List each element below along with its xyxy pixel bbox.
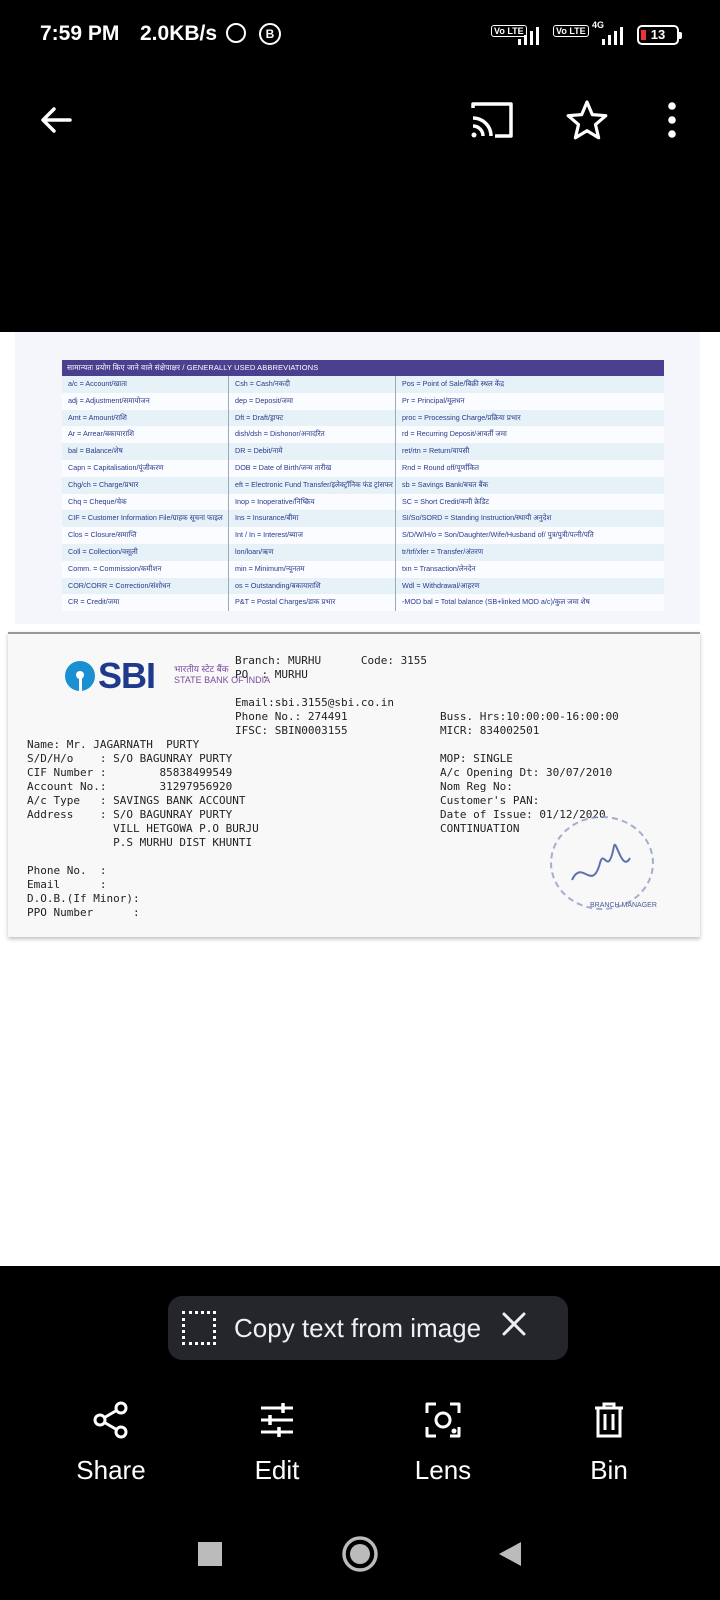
abbreviation-row	[62, 494, 664, 511]
abbreviation-cell: SC = Short Credit/कमी क्रेडिट	[402, 496, 490, 506]
abbreviation-cell: Ins = Insurance/बीमा	[229, 510, 396, 527]
abbreviation-cell: Dft = Draft/ड्राफ्ट	[229, 410, 396, 427]
abbreviation-cell: Wdl = Withdrawal/आहरण	[402, 580, 480, 590]
favorite-button[interactable]	[562, 96, 612, 144]
home-button[interactable]	[336, 1530, 384, 1578]
lens-button[interactable]	[373, 1400, 513, 1486]
abbreviation-cell: Comm. = Commission/कमीशन	[62, 561, 229, 578]
triangle-back-icon	[497, 1540, 523, 1568]
abbreviation-cell: sb = Savings Bank/बचत बैंक	[402, 479, 489, 489]
more-vert-icon	[666, 102, 678, 138]
passbook-page	[8, 632, 700, 937]
copy-text-chip[interactable]	[168, 1296, 568, 1360]
ifsc-line: IFSC: SBIN0003155	[235, 724, 348, 737]
abbreviation-row	[62, 510, 664, 527]
abbreviation-cell: Chg/ch = Charge/प्रभार	[62, 477, 229, 494]
bin-button[interactable]	[539, 1400, 679, 1486]
share-label: Share	[76, 1455, 146, 1485]
abbreviation-cell: Clos = Closure/समाप्ति	[62, 527, 229, 544]
abbreviation-cell: os = Outstanding/बकायाराशि	[229, 578, 396, 595]
abbreviation-row	[62, 410, 664, 427]
abbreviation-cell: rd = Recurring Deposit/आवर्ती जमा	[402, 429, 507, 439]
branch-manager-label: BRANCH MANAGER	[590, 902, 657, 909]
abbreviation-cell: Pr = Principal/मूलधन	[402, 395, 465, 405]
micr-line: MICR: 834002501	[440, 724, 540, 737]
alarm-icon	[226, 23, 246, 43]
branch-seal-stamp	[550, 816, 654, 910]
abbreviation-cell: Capn = Capitalisation/पूंजीकरण	[62, 460, 229, 477]
abbreviation-row	[62, 594, 664, 611]
cast-icon	[469, 100, 515, 140]
back-button[interactable]	[32, 96, 80, 144]
share-button[interactable]	[41, 1400, 181, 1486]
lens-label: Lens	[414, 1455, 472, 1485]
abbreviations-page	[15, 332, 700, 624]
abbreviation-cell: Amt = Amount/राशि	[62, 410, 229, 427]
status-bar	[0, 0, 720, 70]
abbreviation-cell: Inop = Inoperative/निष्क्रिय	[229, 494, 396, 511]
abbreviation-cell: ret/rtn = Return/वापसी	[402, 446, 470, 456]
share-icon	[91, 1400, 131, 1440]
abbreviation-cell: tr/trf/xfer = Transfer/अंतरण	[402, 546, 484, 556]
abbreviation-cell: -MOD bal = Total balance (SB+linked MOD a/c)/कुल जमा शेष	[402, 597, 590, 607]
abbreviation-cell: Coll = Collection/वसूली	[62, 544, 229, 561]
abbreviation-cell: DOB = Date of Birth/जन्म तारीख	[229, 460, 396, 477]
abbreviation-cell: eft = Electronic Fund Transfer/इलेक्ट्रॉनिक फंड ट्रांसफर	[229, 477, 396, 494]
abbreviation-row	[62, 460, 664, 477]
trash-icon	[589, 1400, 629, 1440]
abbreviation-cell: proc = Processing Charge/प्रक्रिया प्रभार	[402, 412, 521, 422]
home-circle-icon	[340, 1534, 380, 1574]
abbreviation-cell: CR = Credit/जमा	[62, 594, 229, 611]
abbreviation-row	[62, 544, 664, 561]
viewer-top-bar	[0, 80, 720, 160]
phone-line: Phone No.: 274491	[235, 710, 348, 723]
close-chip-button[interactable]	[501, 1311, 527, 1345]
po-line: PO : MURHU	[235, 668, 308, 681]
business-hours-line: Buss. Hrs:10:00:00-16:00:00	[440, 710, 619, 723]
abbreviation-cell: P&T = Postal Charges/डाक प्रभार	[229, 594, 396, 611]
system-nav-bar	[0, 1520, 720, 1600]
abbreviation-row	[62, 527, 664, 544]
arrow-left-icon	[38, 102, 74, 138]
sbi-english-name: STATE BANK OF INDIA	[174, 675, 271, 685]
volte-sim2-icon: Vo LTE	[553, 25, 589, 37]
abbreviation-cell: CIF = Customer Information File/ग्राहक सूचना फाइल	[62, 510, 229, 527]
abbreviation-cell: S/D/W/H/o = Son/Daughter/Wife/Husband of/ पुत्र/पुत्री/पत्नी/पति	[402, 530, 594, 540]
email-line: Email:sbi.3155@sbi.co.in	[235, 696, 394, 709]
volte-sim1-icon: Vo LTE	[491, 25, 527, 37]
abbreviation-cell: bal = Balance/शेष	[62, 443, 229, 460]
network-speed: 2.0KB/s	[140, 22, 218, 45]
account-details-block: MOP: SINGLE A/c Opening Dt: 30/07/2010 Nom Reg No: Customer's PAN: Date of Issue: 01/12/2020 CONTINUATION	[440, 752, 613, 835]
recents-button[interactable]	[186, 1530, 234, 1578]
abbreviation-cell: Ar = Arrear/बकायाराशि	[62, 426, 229, 443]
close-icon	[501, 1311, 527, 1337]
abbreviation-cell: dish/dsh = Dishonor/अनादरित	[229, 426, 396, 443]
abbreviation-row	[62, 443, 664, 460]
signal-sim1-icon	[516, 24, 542, 46]
square-icon	[197, 1541, 223, 1567]
lens-camera-icon	[423, 1400, 463, 1440]
abbreviation-row	[62, 393, 664, 410]
abbreviation-cell: dep = Deposit/जमा	[229, 393, 396, 410]
edit-button[interactable]	[207, 1400, 347, 1486]
more-options-button[interactable]	[648, 96, 696, 144]
photo-viewer[interactable]	[0, 332, 720, 1266]
sbi-logo-text: SBI	[98, 655, 156, 696]
sbi-logo	[65, 655, 155, 697]
sbi-keyhole-icon	[65, 661, 95, 691]
abbreviation-cell: COR/CORR = Correction/संशोधन	[62, 578, 229, 595]
text-scan-icon	[182, 1311, 216, 1345]
cast-button[interactable]	[466, 96, 518, 144]
abbreviation-cell: DR = Debit/नामे	[229, 443, 396, 460]
abbreviation-cell: adj = Adjustment/समायोजन	[62, 393, 229, 410]
customer-details-block: Name: Mr. JAGARNATH PURTY S/D/H/o : S/O BAGUNRAY PURTY CIF Number : 85838499549 Account No.: 31297956920 A/c Type : SAVINGS BANK ACCOUNT Address : S/O BAGUNRAY PURTY VILL HETGOWA P.O BURJU P.S MURHU DIST KHUNTI Phone No. : Email : D.O.B.(If Minor): PPO Number :	[27, 738, 259, 919]
system-back-button[interactable]	[486, 1530, 534, 1578]
photo-actions-bar	[0, 1400, 720, 1500]
abbreviation-row	[62, 578, 664, 595]
sbi-hindi-name: भारतीय स्टेट बैंक	[174, 664, 229, 674]
abbreviation-row	[62, 561, 664, 578]
tune-sliders-icon	[257, 1400, 297, 1440]
status-time: 7:59 PM	[40, 22, 120, 45]
b-badge-icon: B	[259, 23, 281, 45]
abbreviation-cell: Pos = Point of Sale/बिक्री स्थल केंद्र	[402, 379, 505, 388]
abbreviations-title: सामान्यतः प्रयोग किए जाने वाले संक्षेपाक्षर / GENERALLY USED ABBREVIATIONS	[62, 360, 664, 376]
star-outline-icon	[566, 99, 608, 141]
abbreviation-cell: Rnd = Round off/पूर्णांकित	[402, 462, 480, 472]
abbreviations-table	[62, 376, 664, 611]
abbreviation-cell: lon/loan/ऋण	[229, 544, 396, 561]
abbreviation-cell: SI/So/SORD = Standing Instruction/स्थायी अनुदेश	[402, 513, 552, 523]
abbreviation-cell: Csh = Cash/नकदी	[229, 376, 396, 393]
abbreviation-row	[62, 477, 664, 494]
edit-label: Edit	[254, 1455, 300, 1485]
copy-text-label: Copy text from image	[234, 1312, 482, 1343]
abbreviation-cell: Int / In = Interest/ब्याज	[229, 527, 396, 544]
signal-sim2-icon	[594, 24, 626, 46]
abbreviation-row	[62, 426, 664, 443]
abbreviation-row	[62, 376, 664, 393]
battery-level: 13	[650, 27, 666, 42]
abbreviation-cell: min = Minimum/न्यूनतम	[229, 561, 396, 578]
abbreviation-cell: txn = Transaction/लेनदेन	[402, 563, 476, 573]
battery-icon	[637, 25, 679, 45]
branch-line: Branch: MURHU Code: 3155	[235, 654, 428, 667]
abbreviation-cell: Chq = Cheque/चेक	[62, 494, 229, 511]
abbreviation-cell: a/c = Account/खाता	[62, 376, 229, 393]
signature-icon	[552, 818, 652, 908]
bin-label: Bin	[590, 1455, 628, 1485]
network-type: 4G	[592, 20, 605, 30]
